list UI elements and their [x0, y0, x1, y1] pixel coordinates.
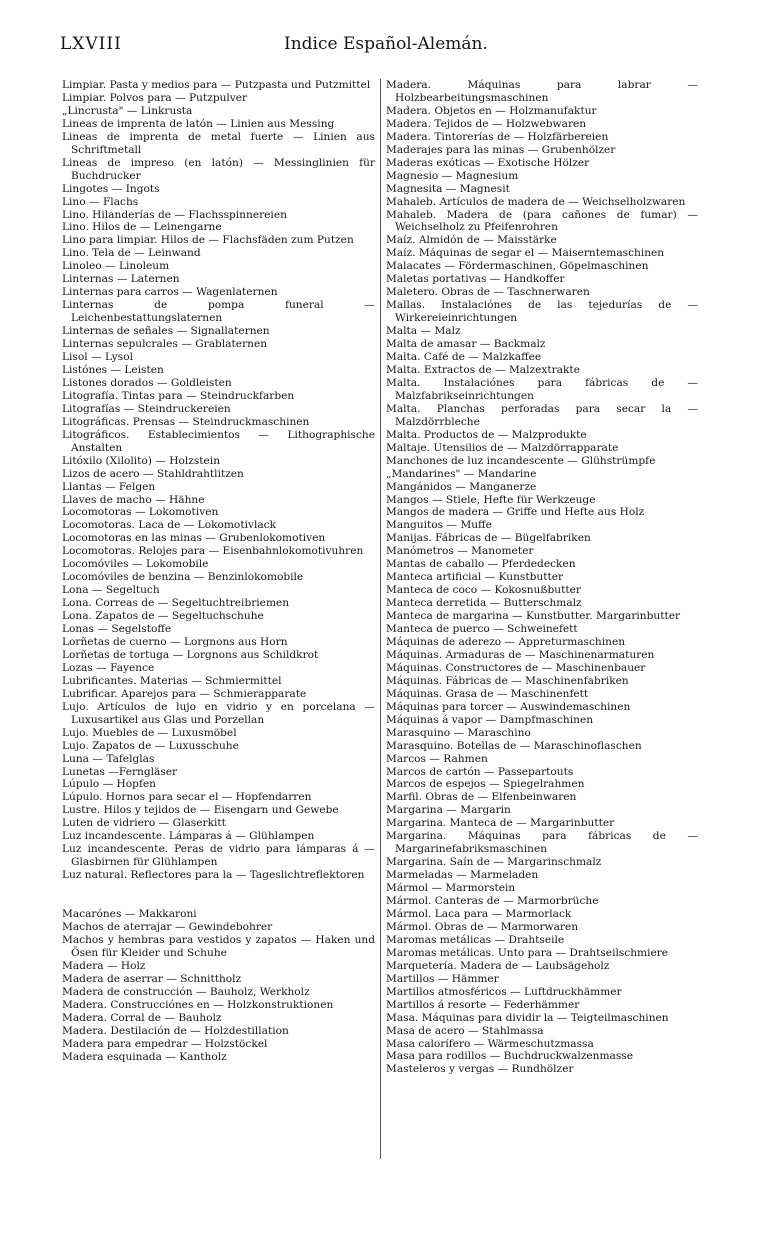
index-entry: Máquinas. Grasa de — Maschinenfett: [386, 687, 589, 700]
index-entry: Marasquino. Botellas de — Maraschinoflaschen: [386, 739, 642, 752]
index-entry: Marcos — Rahmen: [386, 752, 488, 765]
index-entry: Lujo. Muebles de — Luxusmöbel: [62, 726, 237, 739]
index-entry: Malta. Instalaciónes para fábricas de — Malzfabrikseinrichtungen: [386, 376, 698, 402]
index-entry: Masteleros y vergas — Rundhölzer: [386, 1063, 574, 1076]
index-entry: Linternas — Laternen: [62, 273, 180, 286]
index-entry: Madera. Máquinas para labrar — Holzbearbeitungsmaschinen: [386, 79, 698, 104]
index-entry: Litográficos. Establecimientos — Lithographische Anstalten: [62, 428, 375, 454]
index-entry: Marasquino — Maraschino: [386, 726, 531, 739]
index-entry: Mangánidos — Manganerze: [386, 480, 537, 493]
index-entry: Lizos de acero — Stahldrahtlitzen: [62, 467, 244, 480]
index-entry: Lúpulo. Hornos para secar el — Hopfendarren: [62, 791, 312, 804]
index-entry: Masa para rodillos — Buchdruckwalzenmasse: [386, 1050, 633, 1063]
index-entry: Madera. Corral de — Bauholz: [62, 1011, 222, 1024]
index-entry: Lubrificar. Aparejos para — Schmierapparate: [62, 687, 307, 700]
index-entry: Locomóviles — Lokomobile: [62, 558, 209, 571]
index-entry: Maderas exóticas — Exotische Hölzer: [386, 156, 590, 169]
index-entry: Manteca de puerco — Schweinefett: [386, 623, 578, 636]
index-entry: Lujo. Zapatos de — Luxusschuhe: [62, 739, 239, 752]
index-entry: Madera esquinada — Kantholz: [62, 1050, 227, 1063]
index-entry: Máquinas para torcer — Auswindemaschinen: [386, 700, 631, 713]
page-header: [60, 34, 700, 58]
index-entry: Madera. Tintorerías de — Holzfärbereien: [386, 130, 609, 143]
index-entry: Lino para limpiar. Hilos de — Flachsfäden zum Putzen: [62, 234, 354, 247]
index-entry: Margarina. Manteca de — Margarinbutter: [386, 817, 615, 830]
index-entry: Mangos de madera — Griffe und Hefte aus Holz: [386, 506, 645, 519]
index-entry: Malta. Productos de — Malzprodukte: [386, 428, 587, 441]
index-entry: Limpiar. Polvos para — Putzpulver: [62, 91, 248, 104]
index-entry: Linternas sepulcrales — Grablaternen: [62, 338, 268, 351]
index-entry: Máquinas. Armaduras de — Maschinenarmaturen: [386, 648, 655, 661]
index-entry: Malacates — Fördermaschinen, Göpelmaschinen: [386, 260, 649, 273]
index-entry: Litografías — Steindruckereien: [62, 402, 231, 415]
index-entry: Lujo. Artículos de lujo en vidrio y en porcelana — Luxusartikel aus Glas und Porzellan: [62, 700, 375, 726]
index-entry: Maromas metálicas. Unto para — Drahtseilschmiere: [386, 946, 669, 959]
left-column: [62, 79, 375, 1064]
index-entry: Madera. Objetos en — Holzmanufaktur: [386, 104, 597, 117]
index-entry: Máquinas á vapor — Dampfmaschinen: [386, 713, 594, 726]
index-entry: Manguitos — Muffe: [386, 519, 492, 532]
right-entries-m: [386, 79, 698, 1076]
index-entry: Martillos á resorte — Federhämmer: [386, 998, 580, 1011]
index-entry: Mármol. Canteras de — Marmorbrüche: [386, 895, 599, 908]
index-entry: Lingotes — Ingots: [62, 182, 160, 195]
index-entry: Malta. Café de — Malzkaffee: [386, 351, 542, 364]
index-entry: Madera de construcción — Bauholz, Werkholz: [62, 985, 310, 998]
index-entry: Maíz. Máquinas de segar el — Maiserntemaschinen: [386, 247, 665, 260]
index-entry: Mármol. Obras de — Marmorwaren: [386, 920, 579, 933]
index-entry: Locomotoras. Relojes para — Eisenbahnlokomotivuhren: [62, 545, 364, 558]
index-entry: Machos de aterrajar — Gewindebohrer: [62, 921, 273, 934]
index-entry: Malta. Planchas perforadas para secar la — Malzdörrbleche: [386, 402, 698, 428]
index-entry: Margarina — Margarin: [386, 804, 511, 817]
index-entry: Masa. Máquinas para dividir la — Teigteilmaschinen: [386, 1011, 669, 1024]
column-divider: [380, 79, 381, 1159]
index-entry: Martillos atmosféricos — Luftdruckhämmer: [386, 985, 622, 998]
index-entry: Madera de aserrar — Schnittholz: [62, 972, 242, 985]
index-entry: Magnesio — Magnesium: [386, 169, 519, 182]
index-entry: Macarónes — Makkaroni: [62, 908, 197, 921]
index-entry: Máquinas. Fábricas de — Maschinenfabriken: [386, 674, 629, 687]
index-entry: Magnesita — Magnesit: [386, 182, 510, 195]
page-number: LXVIII: [60, 34, 122, 54]
index-entry: Manómetros — Manometer: [386, 545, 534, 558]
index-entry: Manchones de luz incandescente — Glühstrümpfe: [386, 454, 656, 467]
section-gap: [62, 882, 375, 908]
index-entry: Locomotoras. Laca de — Lokomotivlack: [62, 519, 277, 532]
index-entry: Mahaleb. Artículos de madera de — Weichselholzwaren: [386, 195, 686, 208]
index-entry: Lustre. Hilos y tejidos de — Eisengarn und Gewebe: [62, 804, 339, 817]
index-entry: Lona. Correas de — Segeltuchtreibriemen: [62, 597, 290, 610]
index-entry: Madera. Tejidos de — Holzwebwaren: [386, 117, 587, 130]
index-entry: Lisol — Lysol: [62, 351, 133, 364]
index-entry: Masa calorífero — Wärmeschutzmassa: [386, 1037, 594, 1050]
index-entry: Lineas de imprenta de metal fuerte — Linien aus Schriftmetall: [62, 130, 375, 156]
index-entry: Mármol — Marmorstein: [386, 882, 516, 895]
index-entry: Lona — Segeltuch: [62, 584, 160, 597]
left-entries-l: [62, 79, 375, 882]
index-entry: Maltaje. Utensilios de — Malzdörrapparate: [386, 441, 619, 454]
index-entry: Manteca de margarina — Kunstbutter. Margarinbutter: [386, 610, 681, 623]
page-title: Indice Español-Alemán.: [284, 34, 488, 54]
index-entry: Llantas — Felgen: [62, 480, 156, 493]
index-entry: Máquinas de aderezo — Appreturmaschinen: [386, 635, 626, 648]
index-entry: Mahaleb. Madera de (para cañones de fumar) — Weichselholz zu Pfeifenrohren: [386, 208, 698, 234]
index-entry: Máquinas. Constructores de — Maschinenbauer: [386, 661, 646, 674]
index-entry: Luz incandescente. Lámparas á — Glühlampen: [62, 830, 315, 843]
index-entry: Madera para empedrar — Holzstöckel: [62, 1037, 268, 1050]
index-entry: Linternas de pompa funeral — Leichenbestattungslaternen: [62, 299, 375, 325]
index-entry: Linternas para carros — Wagenlaternen: [62, 286, 278, 299]
index-entry: Lino. Hilanderías de — Flachsspinnereien: [62, 208, 287, 221]
left-entries-m: [62, 908, 375, 1063]
right-column: [386, 79, 698, 1076]
index-entry: Mangos — Stiele, Hefte für Werkzeuge: [386, 493, 596, 506]
index-entry: Lineas de impreso (en latón) — Messinglinien für Buchdrucker: [62, 156, 375, 182]
index-entry: Manteca derretida — Butterschmalz: [386, 597, 582, 610]
index-entry: Luten de vidriero — Glaserkitt: [62, 817, 226, 830]
index-entry: Marcos de cartón — Passepartouts: [386, 765, 574, 778]
index-entry: Litográficas. Prensas — Steindruckmaschinen: [62, 415, 310, 428]
index-entry: Marcos de espejos — Spiegelrahmen: [386, 778, 585, 791]
index-entry: Litografía. Tintas para — Steindruckfarben: [62, 389, 295, 402]
index-entry: Manijas. Fábricas de — Bügelfabriken: [386, 532, 591, 545]
index-entry: Malta de amasar — Backmalz: [386, 338, 546, 351]
index-entry: Locomóviles de benzina — Benzinlokomobile: [62, 571, 304, 584]
index-entry: Lonas — Segelstoffe: [62, 623, 172, 636]
index-entry: Linternas de señales — Signallaternen: [62, 325, 270, 338]
index-entry: Llaves de macho — Hähne: [62, 493, 205, 506]
index-entry: Lúpulo — Hopfen: [62, 778, 156, 791]
index-entry: Luna — Tafelglas: [62, 752, 155, 765]
index-entry: Margarina. Saín de — Margarinschmalz: [386, 856, 602, 869]
index-entry: Lona. Zapatos de — Segeltuchschuhe: [62, 610, 264, 623]
index-entry: Maromas metálicas — Drahtseile: [386, 933, 565, 946]
index-entry: Luz incandescente. Peras de vidrio para lámparas á — Glasbirnen für Glühlampen: [62, 843, 375, 869]
index-entry: Malta. Extractos de — Malzextrakte: [386, 363, 580, 376]
index-entry: Lineas de imprenta de latón — Linien aus Messing: [62, 117, 335, 130]
index-entry: Mantas de caballo — Pferdedecken: [386, 558, 576, 571]
index-entry: Limpiar. Pasta y medios para — Putzpasta und Putzmittel: [62, 79, 371, 91]
index-entry: Madera. Destilación de — Holzdestillation: [62, 1024, 289, 1037]
index-entry: Manteca de coco — Kokosnußbutter: [386, 584, 581, 597]
index-entry: Maletero. Obras de — Taschnerwaren: [386, 286, 590, 299]
index-entry: Mármol. Laca para — Marmorlack: [386, 908, 572, 920]
index-entry: Lozas — Fayence: [62, 661, 155, 674]
index-entry: Maderajes para las minas — Grubenhölzer: [386, 143, 616, 156]
index-entry: Listónes — Leisten: [62, 363, 164, 376]
index-entry: Lorñetas de cuerno — Lorgnons aus Horn: [62, 635, 288, 648]
index-entry: Maíz. Almidón de — Maisstärke: [386, 234, 557, 247]
index-entry: Lino. Tela de — Leinwand: [62, 247, 201, 260]
index-entry: Maletas portativas — Handkoffer: [386, 273, 565, 286]
index-entry: Madera. Construcciónes en — Holzkonstruktionen: [62, 998, 334, 1011]
index-entry: Malta — Malz: [386, 325, 461, 338]
index-entry: Mallas. Instalaciónes de las tejedurías de — Wirkereieinrichtungen: [386, 299, 698, 325]
index-entry: Manteca artificial — Kunstbutter: [386, 571, 564, 584]
index-entry: Marfil. Obras de — Elfenbeinwaren: [386, 791, 577, 804]
index-entry: Lino — Flachs: [62, 195, 139, 208]
index-entry: Locomotoras — Lokomotiven: [62, 506, 219, 519]
index-entry: Luz natural. Reflectores para la — Tageslichtreflektoren: [62, 869, 365, 882]
index-entry: Lorñetas de tortuga — Lorgnons aus Schildkrot: [62, 648, 319, 661]
index-entry: Machos y hembras para vestidos y zapatos — Haken und Ösen für Kleider und Schuhe: [62, 934, 375, 959]
index-entry: Linoleo — Linoleum: [62, 260, 170, 273]
index-entry: Lunetas —Ferngläser: [62, 765, 178, 778]
index-entry: „Lincrusta" — Linkrusta: [62, 104, 193, 117]
index-entry: Masa de acero — Stahlmassa: [386, 1024, 544, 1037]
index-entry: Litóxilo (Xilolito) — Holzstein: [62, 454, 221, 467]
index-entry: Martillos — Hämmer: [386, 972, 499, 985]
index-entry: Madera — Holz: [62, 959, 146, 972]
index-entry: Margarina. Máquinas para fábricas de — Margarinefabriksmaschinen: [386, 830, 698, 856]
index-entry: Marquetería. Madera de — Laubsägeholz: [386, 959, 610, 972]
index-entry: Marmeladas — Marmeladen: [386, 869, 539, 882]
index-entry: Lino. Hilos de — Leinengarne: [62, 221, 222, 234]
index-entry: „Mandarines" — Mandarine: [386, 467, 537, 480]
index-entry: Listones dorados — Goldleisten: [62, 376, 232, 389]
index-entry: Lubrificantes. Materias — Schmiermittel: [62, 674, 282, 687]
index-entry: Locomotoras en las minas — Grubenlokomotiven: [62, 532, 326, 545]
